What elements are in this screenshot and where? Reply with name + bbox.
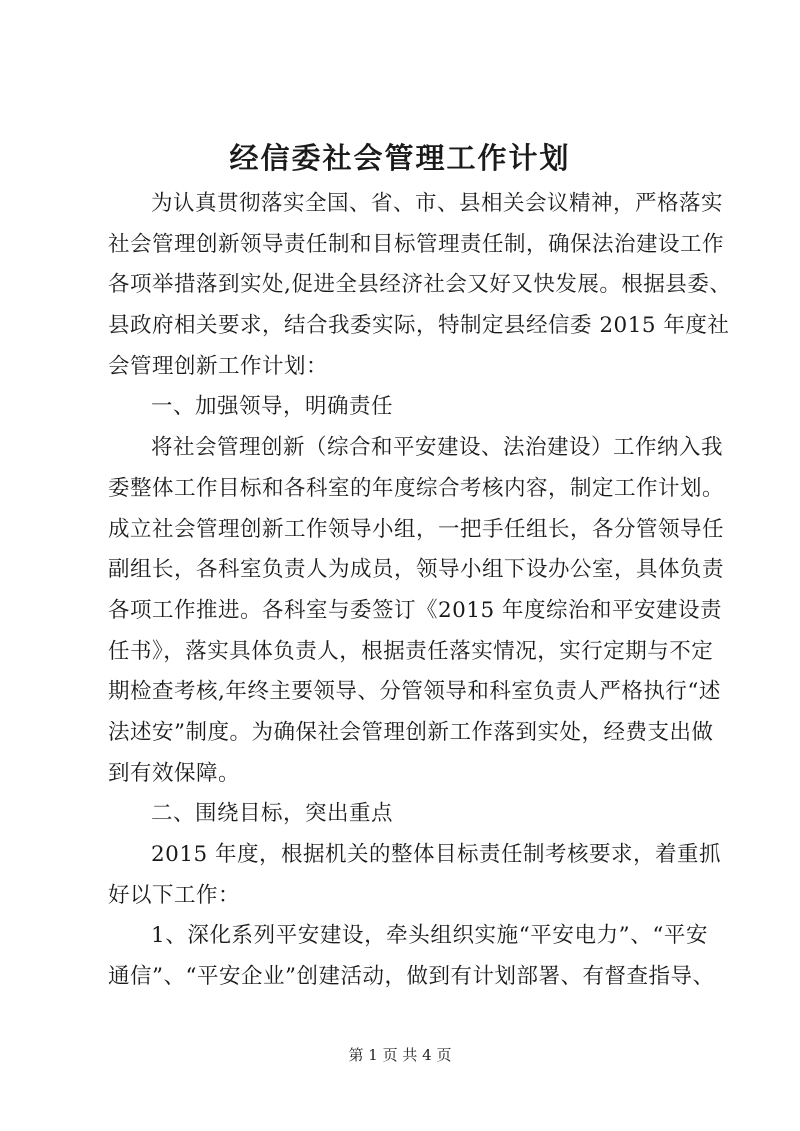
page-footer: 第 1 页 共 4 页	[348, 1046, 452, 1064]
paragraph-line: 委整体工作目标和各科室的年度综合考核内容，制定工作计划。	[108, 475, 725, 501]
paragraph-line: 副组长，各科室负责人为成员，领导小组下设办公室，具体负责	[108, 557, 725, 583]
section-heading: 一、加强领导，明确责任	[151, 394, 394, 420]
paragraph-line: 会管理创新工作计划：	[108, 353, 329, 379]
section-heading: 二、围绕目标，突出重点	[151, 801, 394, 827]
paragraph-line: 各项工作推进。各科室与委签订《2015 年度综治和平安建设责	[108, 597, 723, 623]
paragraph-line: 通信”、“平安企业”创建活动，做到有计划部署、有督查指导、	[108, 964, 715, 990]
paragraph-line: 到有效保障。	[108, 760, 241, 786]
document-title: 经信委社会管理工作计划	[229, 141, 571, 175]
paragraph-line: 成立社会管理创新工作领导小组，一把手任组长，各分管领导任	[108, 516, 725, 542]
paragraph-line: 将社会管理创新（综合和平安建设、法治建设）工作纳入我	[151, 435, 724, 461]
paragraph-line: 1、深化系列平安建设，牵头组织实施“平安电力”、“平安	[151, 923, 708, 949]
paragraph-line: 任书》，落实具体负责人，根据责任落实情况，实行定期与不定	[108, 638, 714, 664]
paragraph-line: 期检查考核,年终主要领导、分管领导和科室负责人严格执行“述	[108, 679, 721, 705]
paragraph-line: 社会管理创新领导责任制和目标管理责任制，确保法治建设工作	[108, 231, 725, 257]
document-body	[108, 184, 732, 998]
paragraph-line: 为认真贯彻落实全国、省、市、县相关会议精神，严格落实	[151, 191, 724, 216]
paragraph-line: 2015 年度，根据机关的整体目标责任制考核要求，着重抓	[151, 842, 722, 867]
paragraph-line: 法述安”制度。为确保社会管理创新工作落到实处，经费支出做	[108, 719, 714, 745]
paragraph-line: 各项举措落到实处,促进全县经济社会又好又快发展。根据县委、	[108, 272, 732, 298]
paragraph-line: 好以下工作：	[108, 882, 241, 908]
paragraph-line: 县政府相关要求，结合我委实际，特制定县经信委 2015 年度社	[108, 313, 730, 339]
